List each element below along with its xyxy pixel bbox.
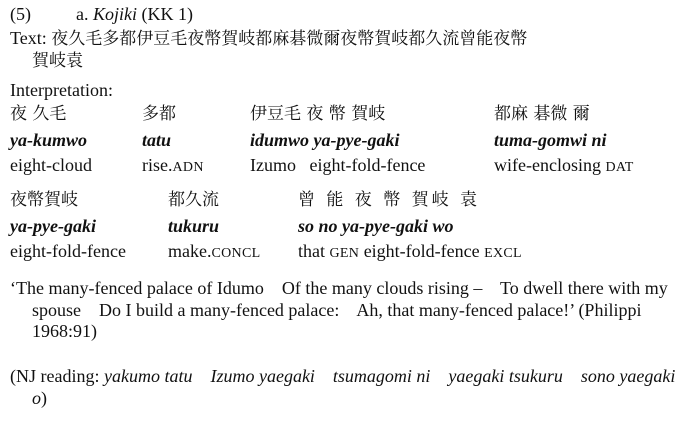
romaji-word: ya-kumwo: [10, 130, 88, 150]
nj-reading: [10, 366, 682, 409]
gloss-word: [168, 241, 260, 263]
gloss-category: GEN: [329, 246, 360, 261]
gloss-word: [142, 155, 204, 177]
romaji-word: ya-pye-gaki: [10, 216, 96, 236]
romaji-row: [10, 130, 660, 152]
romaji-row: [10, 216, 660, 238]
gloss-word: Izumo eight-fold-fence: [250, 155, 426, 175]
gloss-category: DAT: [605, 160, 634, 175]
gloss-stem: rise.: [142, 155, 173, 175]
gloss-stem: make.: [168, 241, 212, 261]
example-number: (5): [10, 4, 31, 24]
gloss-category: CONCL: [211, 246, 261, 261]
gloss-row: [10, 241, 660, 263]
romaji-word: tatu: [142, 130, 172, 150]
script-word: 夜幣賀岐: [10, 190, 78, 210]
nj-reading-label: (NJ reading:: [10, 366, 100, 386]
example-header: [76, 4, 193, 26]
script-word: 多都: [142, 104, 176, 124]
gloss-word: [298, 241, 522, 263]
gloss-category: EXCL: [484, 246, 522, 261]
script-word: 伊豆毛 夜 幣 賀岐: [250, 104, 386, 124]
script-row: [10, 104, 660, 126]
text-script-line1: 夜久毛多都伊豆毛夜幣賀岐都麻碁微爾夜幣賀岐都久流曾能夜幣: [51, 29, 528, 49]
gloss-block-2: [10, 190, 660, 264]
text-label: Text:: [10, 28, 47, 48]
romaji-word: tukuru: [168, 216, 220, 236]
source-ref: (KK 1): [141, 4, 193, 24]
nj-reading-close: ): [41, 387, 47, 408]
romaji-word: idumwo ya-pye-gaki: [250, 130, 400, 150]
script-word: 都久流: [168, 190, 219, 210]
interpretation-label: Interpretation:: [10, 80, 113, 100]
romaji-word: tuma-gomwi ni: [494, 130, 607, 150]
script-word: 都麻 碁微 爾: [494, 104, 590, 124]
gloss-category: ADN: [172, 160, 204, 175]
text-script-line2: 賀岐袁: [32, 50, 83, 71]
script-word: 曾 能 夜 幣 賀岐 袁: [298, 190, 481, 210]
gloss-word: [494, 155, 634, 177]
script-word: 夜 久毛: [10, 104, 67, 124]
translation: ‘The many-fenced palace of Idumo Of the many clouds rising – To dwell there with my spouse Do I build a many-fenced palace: Ah, that many-fenced palace!’ (Philippi 1968:91): [10, 278, 673, 342]
gloss-word: eight-fold-fence: [10, 241, 126, 261]
source-title: Kojiki: [93, 4, 137, 24]
gloss-stem: wife-enclosing: [494, 155, 606, 175]
romaji-word: so no ya-pye-gaki wo: [298, 216, 454, 236]
gloss-stem: that: [298, 241, 330, 261]
nj-reading-text: yakumo tatu Izumo yaegaki tsumagomi ni yaegaki tsukuru sono yaegaki o: [32, 366, 680, 408]
gloss-block-1: [10, 104, 660, 178]
gloss-stem: eight-fold-fence: [359, 241, 485, 261]
example-sublabel: a.: [76, 4, 89, 24]
text-line: [10, 28, 682, 71]
gloss-word: eight-cloud: [10, 155, 92, 175]
gloss-row: [10, 155, 660, 177]
script-row: [10, 190, 660, 212]
